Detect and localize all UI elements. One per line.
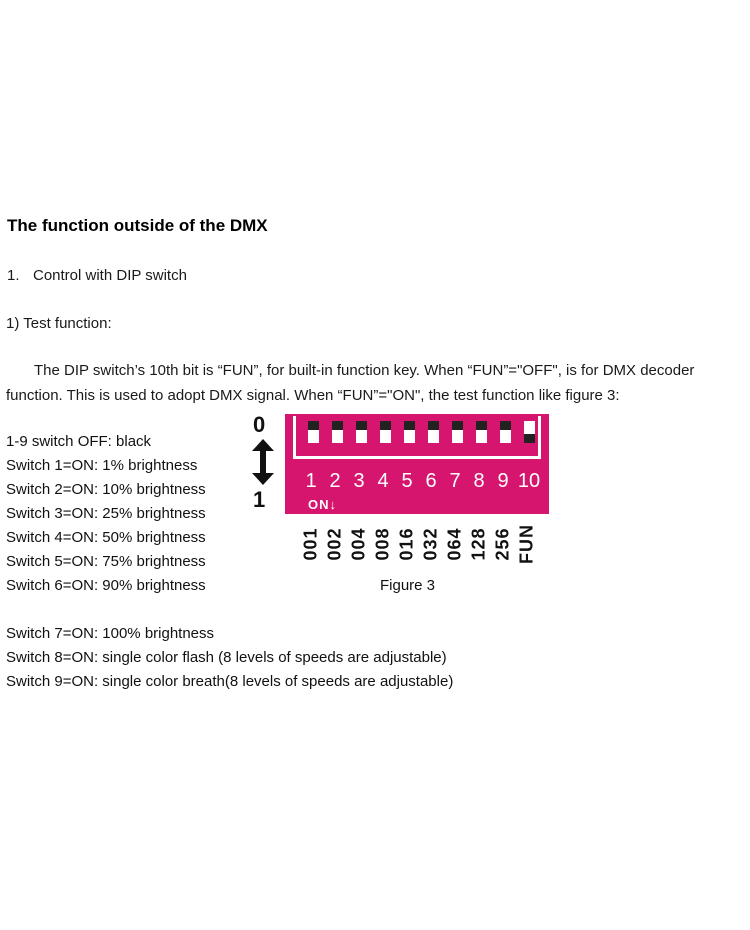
dip-switch-2[interactable] <box>332 421 343 443</box>
setting-line: Switch 9=ON: single color breath(8 levels of speeds are adjustable) <box>6 673 454 690</box>
setting-line: Switch 6=ON: 90% brightness <box>6 577 206 594</box>
setting-line: Switch 7=ON: 100% brightness <box>6 625 215 642</box>
setting-line: Switch 4=ON: 50% brightness <box>6 529 206 546</box>
section-heading: The function outside of the DMX <box>7 216 268 235</box>
switch-track <box>293 416 541 459</box>
switch-number: 3 <box>353 470 365 492</box>
switch-value-label: 064 <box>444 527 465 561</box>
switch-number: 5 <box>401 470 413 492</box>
figure-caption: Figure 3 <box>380 577 436 594</box>
off-state-label: 0 <box>253 412 266 437</box>
switch-value-label: 001 <box>300 527 321 561</box>
paragraph-line-1: The DIP switch’s 10th bit is “FUN”, for built-in function key. When “FUN”="OFF", is for DMX decoder <box>34 362 695 379</box>
setting-line: Switch 2=ON: 10% brightness <box>6 481 206 498</box>
paragraph-line-2: function. This is used to adopt DMX signal. When “FUN”="ON", the test function like figure 3: <box>6 387 620 404</box>
switch-value-label: 002 <box>324 527 345 561</box>
dip-switch-5[interactable] <box>404 421 415 443</box>
setting-line: Switch 5=ON: 75% brightness <box>6 553 206 570</box>
up-down-arrow-icon <box>251 439 275 485</box>
dip-switch-8[interactable] <box>476 421 487 443</box>
setting-line: 1-9 switch OFF: black <box>6 433 152 450</box>
dip-switch-body <box>285 414 549 514</box>
setting-line: Switch 1=ON: 1% brightness <box>6 457 198 474</box>
switch-number: 8 <box>473 470 485 492</box>
switch-number: 7 <box>449 470 461 492</box>
switch-value-label: FUN <box>516 524 537 564</box>
dip-switch-3[interactable] <box>356 421 367 443</box>
switch-value-label: 256 <box>492 527 513 561</box>
dip-switch-1[interactable] <box>308 421 319 443</box>
dip-switch-7[interactable] <box>452 421 463 443</box>
switch-value-label: 008 <box>372 527 393 561</box>
dip-switch-9[interactable] <box>500 421 511 443</box>
on-direction-label: ON↓ <box>308 497 337 512</box>
dip-switch-figure <box>248 409 608 569</box>
subsection-title: 1) Test function: <box>6 315 112 332</box>
switch-number: 2 <box>329 470 341 492</box>
section-title: Control with DIP switch <box>33 267 187 284</box>
switch-number: 4 <box>377 470 389 492</box>
section-number: 1. <box>7 267 20 284</box>
switch-number: 6 <box>425 470 437 492</box>
switch-value-label: 032 <box>420 527 441 561</box>
switch-number: 1 <box>305 470 317 492</box>
dip-switch-6[interactable] <box>428 421 439 443</box>
switch-number: 10 <box>517 470 541 492</box>
switch-value-label: 128 <box>468 527 489 561</box>
setting-line: Switch 3=ON: 25% brightness <box>6 505 206 522</box>
on-state-label: 1 <box>253 487 266 512</box>
dip-switch-10[interactable] <box>524 421 535 443</box>
switch-value-label: 016 <box>396 527 417 561</box>
dip-switch-4[interactable] <box>380 421 391 443</box>
setting-line: Switch 8=ON: single color flash (8 levels of speeds are adjustable) <box>6 649 447 666</box>
switch-number: 9 <box>497 470 509 492</box>
switch-value-label: 004 <box>348 527 369 561</box>
